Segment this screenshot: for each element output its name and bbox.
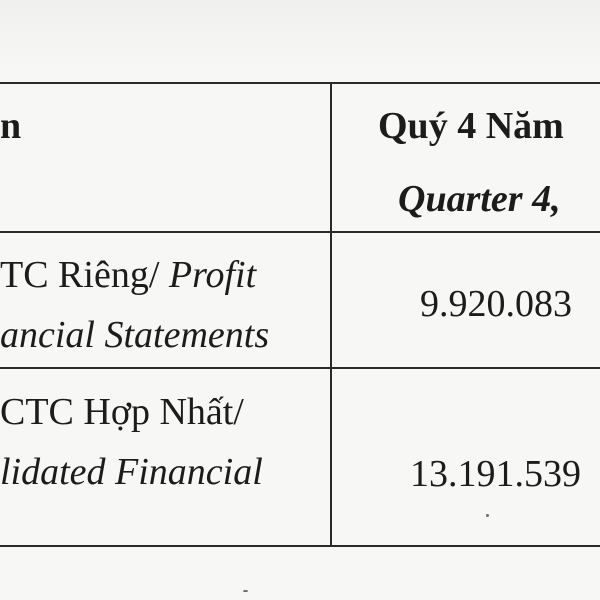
row1-label-line1 xyxy=(0,256,256,294)
header-bottom-border xyxy=(0,231,600,233)
row1-value: 9.920.083 xyxy=(420,283,572,325)
header-col2-line2: Quarter 4, xyxy=(398,178,561,220)
top-margin xyxy=(0,0,600,70)
scan-speck xyxy=(486,514,489,517)
header-col2-line1: Quý 4 Năm xyxy=(378,105,564,147)
header-col1-text: n xyxy=(0,105,22,147)
row2-label-line1: CTC Hợp Nhất/ xyxy=(0,391,244,433)
row1-label-regular: TC Riêng/ xyxy=(0,254,160,296)
table-bottom-border xyxy=(0,545,600,547)
row2-label-line2: lidated Financial xyxy=(0,451,263,493)
scan-speck xyxy=(243,590,248,592)
row2-value: 13.191.539 xyxy=(410,453,581,495)
column-divider xyxy=(330,82,332,547)
row1-label-line2: ancial Statements xyxy=(0,314,270,356)
row1-bottom-border xyxy=(0,367,600,369)
table-top-border xyxy=(0,82,600,84)
row1-label-italic: Profit xyxy=(168,254,257,296)
